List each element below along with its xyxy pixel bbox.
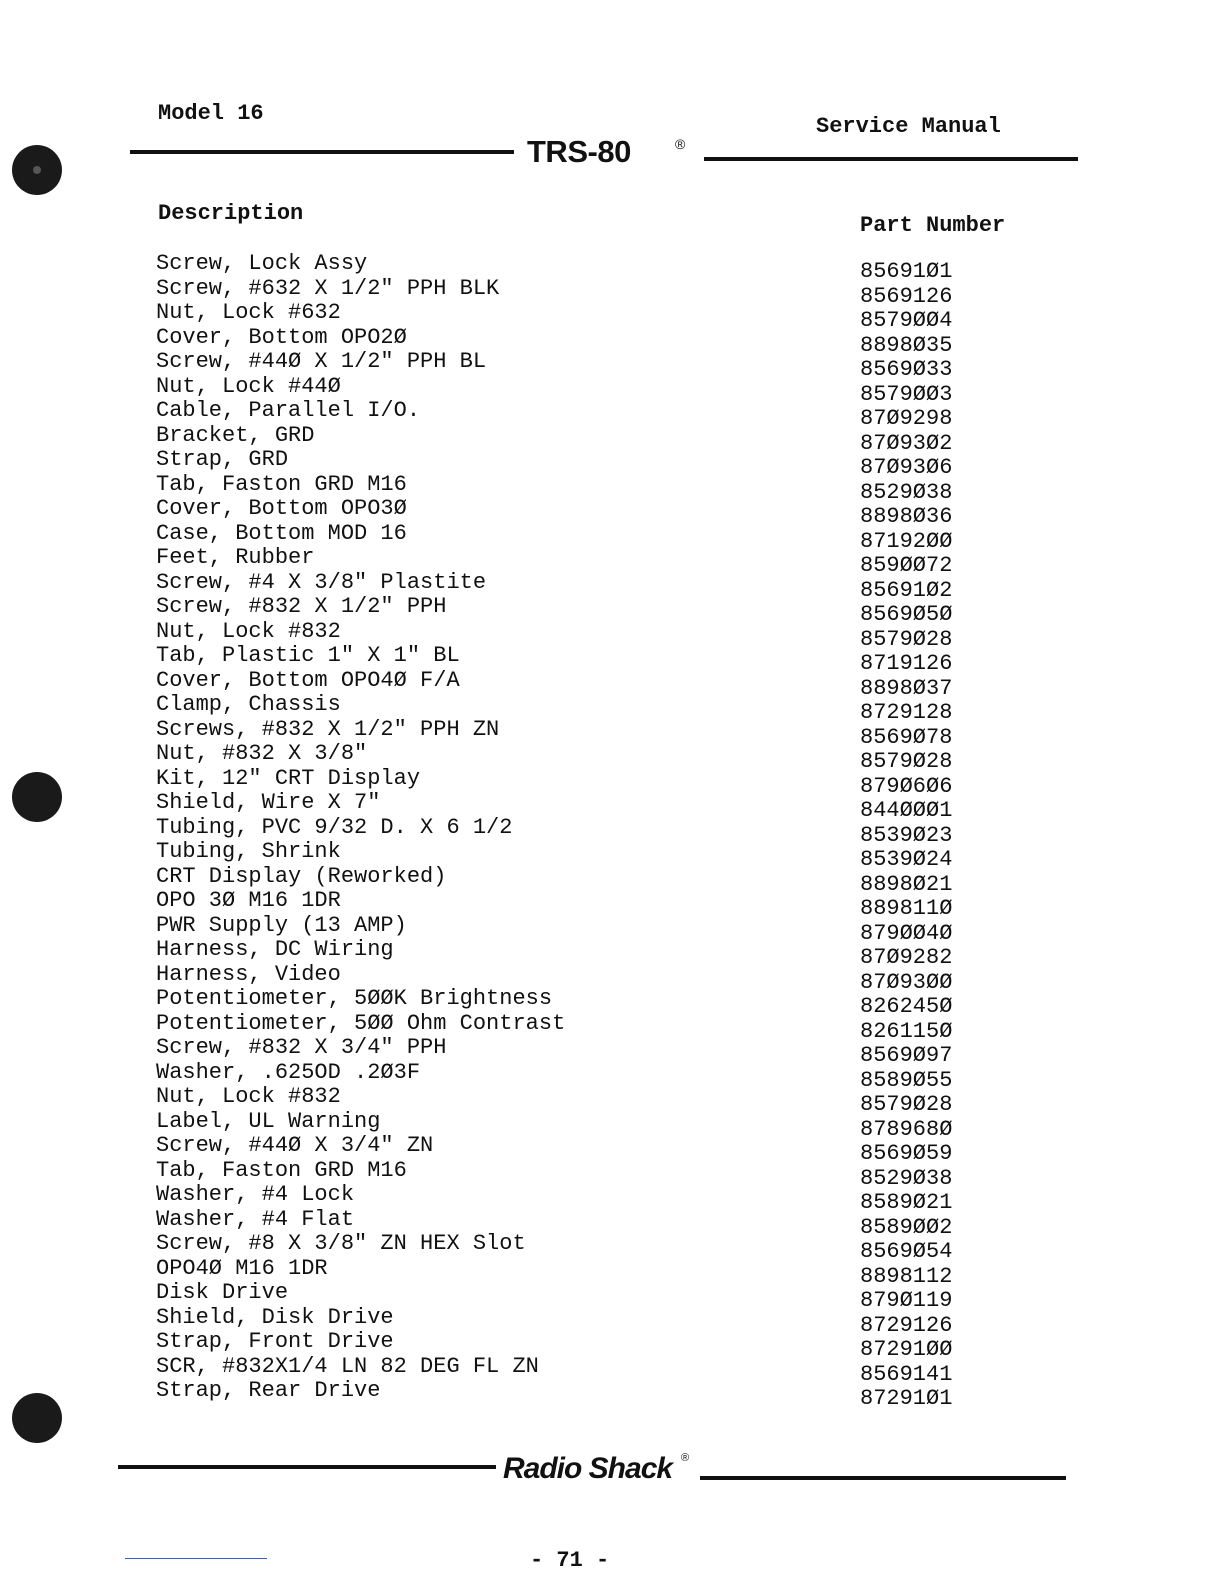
part-description: Feet, Rubber [156, 545, 315, 570]
part-number: 87291ØØ [860, 1337, 953, 1362]
part-description: Cover, Bottom OPO3Ø [156, 496, 407, 521]
part-number: 8579Ø28 [860, 626, 953, 652]
part-number: 8729126 [860, 1312, 953, 1338]
description-list [156, 252, 796, 1404]
part-number: 8569Ø78 [860, 724, 953, 750]
part-number: 879ØØ4Ø [860, 920, 953, 946]
part-description: Harness, DC Wiring [156, 937, 394, 962]
part-number: 8719126 [860, 651, 953, 676]
part-number-list [860, 260, 1040, 1412]
part-number: 8579Ø28 [860, 1092, 953, 1117]
part-description: Washer, .625OD .2Ø3F [156, 1059, 421, 1085]
binder-hole [12, 1393, 62, 1443]
part-description: Screw, #44Ø X 1/2" PPH BL [156, 349, 487, 374]
part-number: 8569Ø97 [860, 1043, 953, 1068]
part-description: Disk Drive [156, 1280, 289, 1305]
part-description: Bracket, GRD [156, 422, 315, 448]
part-description: Screw, Lock Assy [156, 251, 368, 276]
header-rule-left [130, 150, 514, 154]
part-number: 8579ØØ3 [860, 381, 953, 407]
part-number: 8729128 [860, 700, 953, 725]
part-number-column-header: Part Number [860, 213, 1006, 238]
part-number: 844ØØØ1 [860, 798, 953, 823]
part-description: Kit, 12" CRT Display [156, 765, 421, 791]
part-number: 878968Ø [860, 1116, 953, 1142]
part-description: SCR, #832X1/4 LN 82 DEG FL ZN [156, 1353, 539, 1379]
part-description: Cover, Bottom OPO4Ø F/A [156, 667, 460, 693]
part-description: Strap, GRD [156, 447, 289, 472]
part-number: 8898Ø36 [860, 504, 953, 529]
radio-shack-logo: Radio Shack [503, 1452, 673, 1485]
binder-hole [12, 145, 62, 195]
part-number: 8898Ø37 [860, 675, 953, 701]
part-description: Cable, Parallel I/O. [156, 398, 421, 423]
registered-mark: ® [675, 136, 686, 152]
part-description: Label, UL Warning [156, 1108, 381, 1134]
registered-mark: ® [681, 1452, 690, 1464]
footer-rule-left [118, 1465, 496, 1469]
part-number: 8898112 [860, 1263, 953, 1289]
part-description: Strap, Rear Drive [156, 1378, 381, 1403]
trs80-logo: TRS-80 [527, 134, 631, 169]
part-description: Screw, #8 X 3/8" ZN HEX Slot [156, 1231, 526, 1256]
part-description: OPO4Ø M16 1DR [156, 1255, 328, 1281]
part-number: 85691Ø2 [860, 577, 953, 603]
part-description: Shield, Wire X 7" [156, 790, 381, 815]
part-description: Washer, #4 Lock [156, 1182, 355, 1207]
part-number: 8579ØØ4 [860, 308, 953, 333]
part-number: 8589Ø55 [860, 1067, 953, 1093]
part-description: Screw, #44Ø X 3/4" ZN [156, 1133, 434, 1158]
part-number: 826245Ø [860, 994, 953, 1019]
part-number: 8539Ø24 [860, 847, 953, 872]
part-description: Tab, Plastic 1" X 1" BL [156, 643, 460, 668]
part-number: 8569126 [860, 283, 953, 309]
part-description: OPO 3Ø M16 1DR [156, 888, 341, 913]
part-number: 879Ø119 [860, 1288, 953, 1313]
part-description: Strap, Front Drive [156, 1329, 394, 1354]
model-label: Model 16 [158, 101, 264, 126]
part-description: Potentiometer, 5ØØK Brightness [156, 986, 553, 1011]
part-description: Clamp, Chassis [156, 692, 341, 717]
part-description: PWR Supply (13 AMP) [156, 912, 407, 938]
part-description: Screw, #832 X 3/4" PPH [156, 1035, 447, 1060]
part-number: 8579Ø28 [860, 749, 953, 774]
part-number: 87Ø93ØØ [860, 969, 953, 995]
part-number: 826115Ø [860, 1018, 953, 1044]
part-number: 87Ø9298 [860, 406, 953, 431]
manual-title: Service Manual [816, 114, 1001, 139]
part-description: Screw, #832 X 1/2" PPH [156, 594, 447, 619]
part-description: Washer, #4 Flat [156, 1206, 355, 1232]
part-description: Screws, #832 X 1/2" PPH ZN [156, 716, 500, 742]
part-description: Nut, Lock #632 [156, 300, 341, 325]
part-number: 859ØØ72 [860, 553, 953, 578]
part-number: 8569Ø54 [860, 1239, 953, 1264]
part-number: 8569Ø5Ø [860, 602, 953, 627]
part-number: 8569Ø59 [860, 1141, 953, 1166]
part-number: 85691Ø1 [860, 259, 953, 284]
part-number: 889811Ø [860, 896, 953, 921]
binder-hole [12, 772, 62, 822]
part-description: CRT Display (Reworked) [156, 863, 447, 889]
page-number: - 71 - [530, 1548, 610, 1573]
part-description: Nut, Lock #832 [156, 1084, 341, 1109]
part-description: Nut, #832 X 3/8" [156, 741, 368, 766]
part-number: 87291Ø1 [860, 1386, 953, 1411]
part-description: Tubing, Shrink [156, 839, 341, 864]
part-number: 8569141 [860, 1361, 953, 1387]
part-description: Nut, Lock #832 [156, 618, 341, 644]
part-number: 879Ø6Ø6 [860, 773, 953, 799]
part-description: Screw, #632 X 1/2" PPH BLK [156, 275, 500, 301]
part-number: 8898Ø35 [860, 332, 953, 358]
part-number: 8589ØØ2 [860, 1214, 953, 1240]
part-description: Tab, Faston GRD M16 [156, 1157, 407, 1183]
part-number: 8529Ø38 [860, 479, 953, 505]
part-number: 8539Ø23 [860, 822, 953, 848]
part-description: Tubing, PVC 9/32 D. X 6 1/2 [156, 814, 513, 840]
part-number: 87Ø9282 [860, 945, 953, 970]
header-rule-right [704, 157, 1078, 161]
part-number: 87Ø93Ø6 [860, 455, 953, 480]
part-number: 8589Ø21 [860, 1190, 953, 1215]
part-number: 8898Ø21 [860, 871, 953, 897]
part-description: Harness, Video [156, 961, 341, 987]
part-number: 8569Ø33 [860, 357, 953, 382]
part-description: Case, Bottom MOD 16 [156, 520, 407, 546]
part-number: 8529Ø38 [860, 1165, 953, 1191]
part-description: Potentiometer, 5ØØ Ohm Contrast [156, 1010, 566, 1036]
footer-rule-right [700, 1476, 1066, 1480]
underline-mark [125, 1558, 267, 1559]
part-description: Tab, Faston GRD M16 [156, 471, 407, 497]
description-column-header: Description [158, 201, 304, 226]
part-description: Cover, Bottom OPO2Ø [156, 324, 407, 350]
part-description: Screw, #4 X 3/8" Plastite [156, 569, 487, 595]
part-number: 87Ø93Ø2 [860, 430, 953, 456]
part-description: Shield, Disk Drive [156, 1304, 394, 1330]
part-description: Nut, Lock #44Ø [156, 373, 341, 399]
part-number: 87192ØØ [860, 528, 953, 554]
